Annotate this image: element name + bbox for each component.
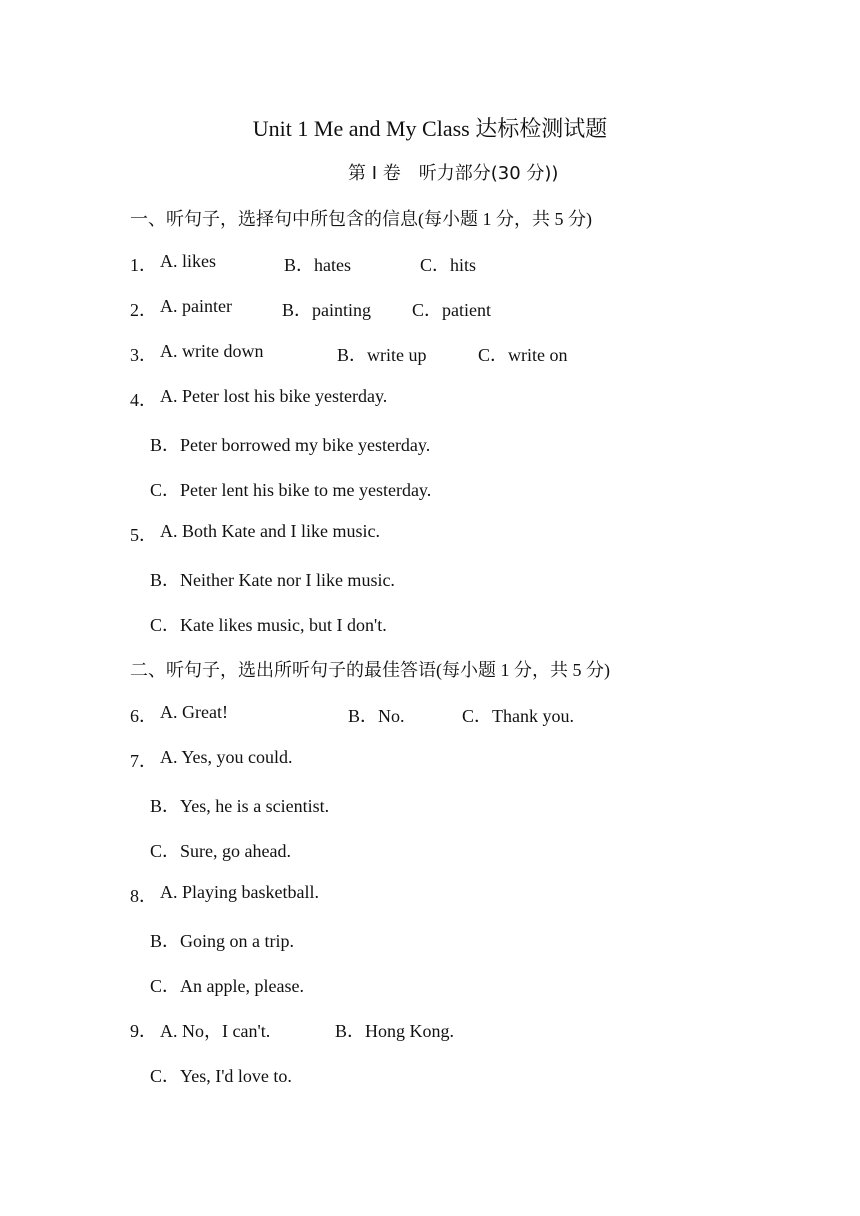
question-8-option-b: B．Going on a trip. — [150, 931, 294, 951]
option-c: C．Thank you. — [462, 706, 574, 726]
question-6 — [130, 702, 574, 728]
option-a: A. likes — [160, 251, 216, 271]
section-heading-1: 一、听句子，选择句中所包含的信息(每小题 1 分，共 5 分) — [130, 209, 592, 229]
option-c: C．hits — [420, 255, 477, 275]
option-a: A. Yes, you could. — [160, 747, 293, 767]
question-9-option-c: C．Yes, I'd love to. — [150, 1066, 292, 1086]
option-b: B．No. — [348, 706, 405, 726]
option-b: B．write up — [337, 345, 427, 365]
question-7-option-c: C．Sure, go ahead. — [150, 841, 291, 861]
option-a: A. Great! — [160, 702, 228, 722]
question-8 — [130, 882, 319, 908]
option-a: A. painter — [160, 296, 232, 316]
question-number: 1． — [130, 255, 157, 275]
question-2 — [130, 296, 491, 322]
question-4 — [130, 386, 388, 412]
option-a: A. No，I can't. — [160, 1021, 271, 1041]
question-number: 9． — [130, 1021, 157, 1041]
option-a: A. write down — [160, 341, 264, 361]
question-number: 4． — [130, 390, 157, 410]
option-a: A. Both Kate and I like music. — [160, 521, 380, 541]
question-number: 2． — [130, 300, 157, 320]
question-number: 7． — [130, 751, 157, 771]
question-8-option-c: C．An apple, please. — [150, 976, 304, 996]
question-3 — [130, 341, 568, 367]
section-heading-2: 二、听句子，选出所听句子的最佳答语(每小题 1 分，共 5 分) — [130, 660, 610, 680]
question-5-option-c: C．Kate likes music, but I don't. — [150, 615, 387, 635]
question-7-option-b: B．Yes, he is a scientist. — [150, 796, 330, 816]
option-b: B．hates — [284, 255, 351, 275]
page-subtitle: 第 Ⅰ 卷 听力部分(30 分)) — [348, 163, 559, 184]
question-number: 6． — [130, 706, 157, 726]
question-number: 8． — [130, 886, 157, 906]
question-4-option-b: B．Peter borrowed my bike yesterday. — [150, 435, 431, 455]
question-7 — [130, 747, 293, 773]
question-number: 5． — [130, 525, 157, 545]
option-b: B．painting — [282, 300, 371, 320]
option-b: B．Hong Kong. — [335, 1021, 455, 1041]
question-9 — [130, 1017, 455, 1043]
question-4-option-c: C．Peter lent his bike to me yesterday. — [150, 480, 432, 500]
option-c: C．patient — [412, 300, 491, 320]
question-5-option-b: B．Neither Kate nor I like music. — [150, 570, 395, 590]
question-5 — [130, 521, 380, 547]
option-a: A. Playing basketball. — [160, 882, 319, 902]
option-a: A. Peter lost his bike yesterday. — [160, 386, 388, 406]
question-number: 3． — [130, 345, 157, 365]
question-1 — [130, 251, 477, 277]
page-title: Unit 1 Me and My Class 达标检测试题 — [252, 116, 608, 141]
option-c: C．write on — [478, 345, 568, 365]
